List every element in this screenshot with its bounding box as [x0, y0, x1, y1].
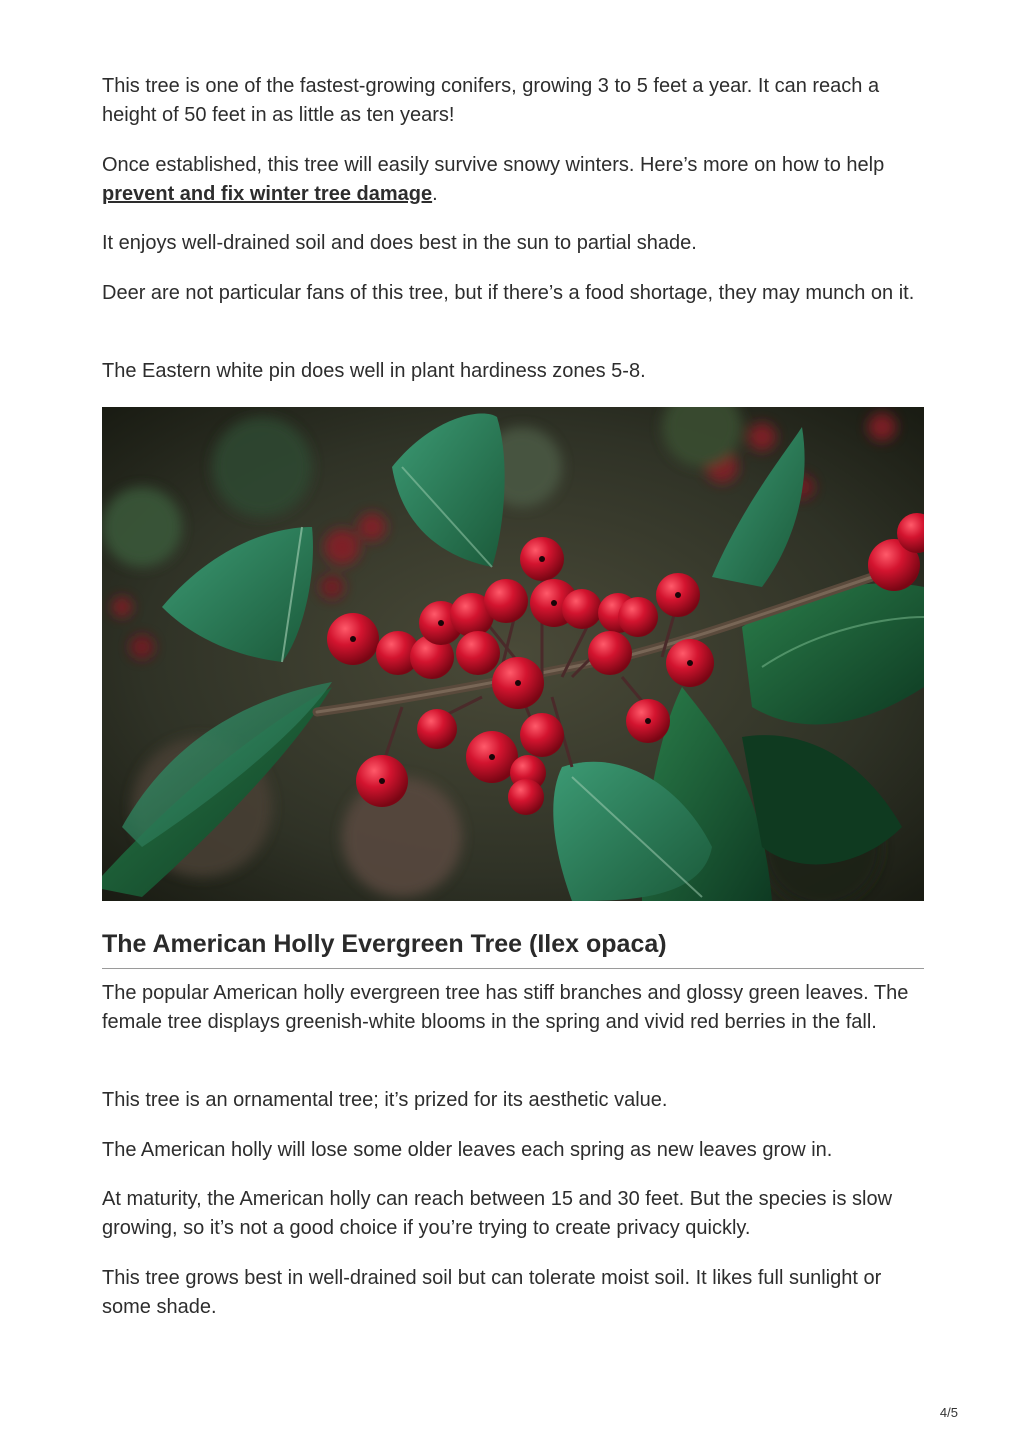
paragraph-ornamental: This tree is an ornamental tree; it’s prized for its aesthetic value.: [102, 1089, 668, 1111]
paragraph-winter: [102, 151, 924, 209]
paragraph-winter-end: .: [432, 183, 438, 205]
paragraph-zones: The Eastern white pin does well in plant hardiness zones 5-8.: [102, 360, 646, 382]
paragraph-winter-text: Once established, this tree will easily survive snowy winters. Here’s more on how to help: [102, 154, 885, 176]
paragraph-leaves: The American holly will lose some older leaves each spring as new leaves grow in.: [102, 1139, 833, 1161]
holly-berries-photo: [102, 407, 924, 901]
page-number: 4/5: [939, 1405, 958, 1420]
paragraph-deer: Deer are not particular fans of this tree, but if there’s a food shortage, they may munch on it.: [102, 282, 915, 304]
paragraph-maturity: At maturity, the American holly can reach between 15 and 30 feet. But the species is slow growing, so it’s not a good choice if you’re trying to create privacy quickly.: [102, 1188, 893, 1239]
paragraph-holly-intro: The popular American holly evergreen tree has stiff branches and glossy green leaves. The female tree displays greenish-white blooms in the spring and vivid red berries in the fall.: [102, 982, 909, 1033]
paragraph-soil: It enjoys well-drained soil and does best in the sun to partial shade.: [102, 232, 697, 254]
paragraph-growth-rate: This tree is one of the fastest-growing conifers, growing 3 to 5 feet a year. It can reach a height of 50 feet in as little as ten years!: [102, 75, 880, 126]
section-heading: The American Holly Evergreen Tree (Ilex opaca): [102, 928, 924, 969]
winter-damage-link[interactable]: prevent and fix winter tree damage: [102, 183, 433, 205]
paragraph-soil-sun: This tree grows best in well-drained soil but can tolerate moist soil. It likes full sunlight or some shade.: [102, 1267, 882, 1318]
